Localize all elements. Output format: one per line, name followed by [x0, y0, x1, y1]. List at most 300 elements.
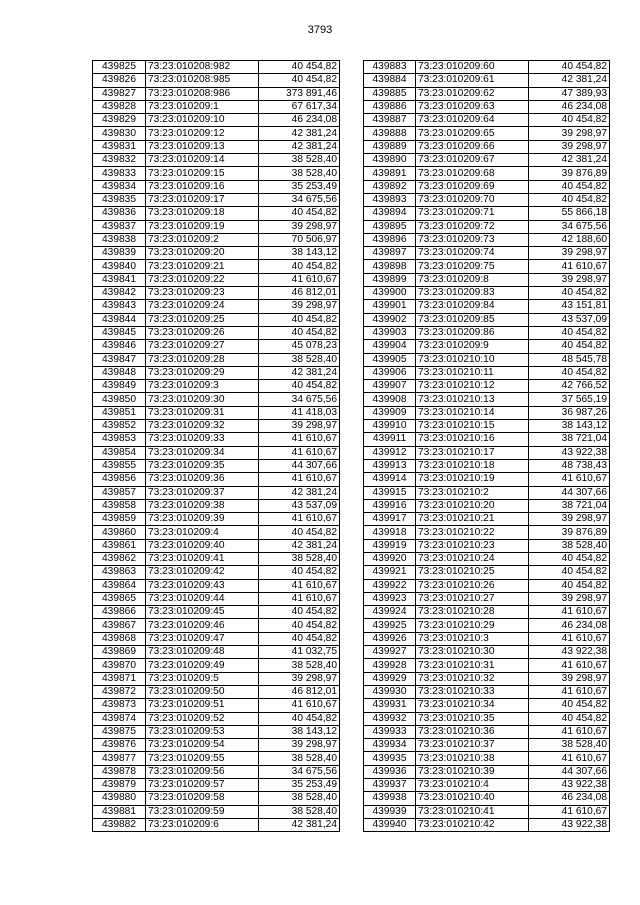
cadastral-number-cell: 73:23:010209:23 [146, 287, 259, 300]
table-row [93, 433, 340, 446]
row-number-cell: 439876 [93, 739, 146, 752]
row-number-cell: 439867 [93, 619, 146, 632]
value-cell: 46 812,01 [259, 685, 340, 698]
cadastral-number-cell: 73:23:010209:30 [146, 393, 259, 406]
value-cell: 39 298,97 [529, 672, 610, 685]
row-number-cell: 439825 [93, 61, 146, 74]
cadastral-number-cell: 73:23:010209:46 [146, 619, 259, 632]
cadastral-number-cell: 73:23:010209:10 [146, 114, 259, 127]
value-cell: 40 454,82 [259, 61, 340, 74]
value-cell: 40 454,82 [259, 619, 340, 632]
table-row [364, 127, 610, 140]
cadastral-number-cell: 73:23:010209:14 [146, 154, 259, 167]
value-cell: 46 234,08 [529, 792, 610, 805]
cadastral-number-cell: 73:23:010209:36 [146, 473, 259, 486]
row-number-cell: 439936 [364, 765, 416, 778]
row-number-cell: 439925 [364, 619, 416, 632]
table-row [364, 233, 610, 246]
cadastral-number-cell: 73:23:010209:27 [146, 340, 259, 353]
cadastral-number-cell: 73:23:010210:17 [416, 446, 529, 459]
row-number-cell: 439869 [93, 646, 146, 659]
value-cell: 40 454,82 [259, 313, 340, 326]
value-cell: 41 610,67 [259, 446, 340, 459]
value-cell: 40 454,82 [259, 526, 340, 539]
row-number-cell: 439844 [93, 313, 146, 326]
row-number-cell: 439882 [93, 818, 146, 831]
value-cell: 41 610,67 [529, 473, 610, 486]
value-cell: 38 528,40 [259, 752, 340, 765]
value-cell: 38 528,40 [259, 659, 340, 672]
value-cell: 41 418,03 [259, 406, 340, 419]
row-number-cell: 439913 [364, 459, 416, 472]
row-number-cell: 439856 [93, 473, 146, 486]
table-row [93, 167, 340, 180]
table-row [364, 646, 610, 659]
cadastral-number-cell: 73:23:010210:10 [416, 353, 529, 366]
table-row [93, 326, 340, 339]
cadastral-number-cell: 73:23:010209:62 [416, 87, 529, 100]
value-cell: 43 922,38 [529, 446, 610, 459]
row-number-cell: 439894 [364, 207, 416, 220]
table-row [93, 287, 340, 300]
table-row [93, 765, 340, 778]
value-cell: 39 876,89 [529, 167, 610, 180]
row-number-cell: 439917 [364, 513, 416, 526]
cadastral-number-cell: 73:23:010210:27 [416, 592, 529, 605]
cadastral-number-cell: 73:23:010210:25 [416, 566, 529, 579]
table-row [364, 792, 610, 805]
cadastral-number-cell: 73:23:010210:35 [416, 712, 529, 725]
row-number-cell: 439831 [93, 140, 146, 153]
table-row [93, 459, 340, 472]
row-number-cell: 439918 [364, 526, 416, 539]
value-cell: 39 298,97 [259, 300, 340, 313]
data-table-left [92, 60, 340, 832]
cadastral-number-cell: 73:23:010210:12 [416, 380, 529, 393]
row-number-cell: 439906 [364, 366, 416, 379]
table-row [93, 792, 340, 805]
table-row [364, 592, 610, 605]
table-row [364, 818, 610, 831]
table-row [364, 393, 610, 406]
row-number-cell: 439923 [364, 592, 416, 605]
value-cell: 39 298,97 [529, 513, 610, 526]
cadastral-number-cell: 73:23:010209:34 [146, 446, 259, 459]
row-number-cell: 439842 [93, 287, 146, 300]
value-cell: 41 610,67 [259, 273, 340, 286]
row-number-cell: 439924 [364, 606, 416, 619]
value-cell: 43 537,09 [259, 499, 340, 512]
value-cell: 40 454,82 [529, 326, 610, 339]
row-number-cell: 439914 [364, 473, 416, 486]
table-row [364, 406, 610, 419]
row-number-cell: 439910 [364, 420, 416, 433]
row-number-cell: 439863 [93, 566, 146, 579]
row-number-cell: 439887 [364, 114, 416, 127]
row-number-cell: 439908 [364, 393, 416, 406]
value-cell: 41 610,67 [529, 725, 610, 738]
table-row [93, 353, 340, 366]
row-number-cell: 439883 [364, 61, 416, 74]
row-number-cell: 439865 [93, 592, 146, 605]
value-cell: 41 610,67 [529, 805, 610, 818]
cadastral-number-cell: 73:23:010209:47 [146, 632, 259, 645]
cadastral-number-cell: 73:23:010209:26 [146, 326, 259, 339]
cadastral-number-cell: 73:23:010209:1 [146, 100, 259, 113]
row-number-cell: 439912 [364, 446, 416, 459]
row-number-cell: 439836 [93, 207, 146, 220]
cadastral-number-cell: 73:23:010210:32 [416, 672, 529, 685]
value-cell: 40 454,82 [529, 193, 610, 206]
value-cell: 40 454,82 [259, 260, 340, 273]
row-number-cell: 439938 [364, 792, 416, 805]
table-row [364, 420, 610, 433]
value-cell: 42 381,24 [259, 818, 340, 831]
cadastral-number-cell: 73:23:010209:50 [146, 685, 259, 698]
row-number-cell: 439874 [93, 712, 146, 725]
row-number-cell: 439937 [364, 779, 416, 792]
table-row [93, 207, 340, 220]
table-row [93, 552, 340, 565]
cadastral-number-cell: 73:23:010209:51 [146, 699, 259, 712]
row-number-cell: 439922 [364, 579, 416, 592]
table-row [364, 300, 610, 313]
row-number-cell: 439878 [93, 765, 146, 778]
row-number-cell: 439826 [93, 74, 146, 87]
table-row [364, 579, 610, 592]
cadastral-number-cell: 73:23:010209:44 [146, 592, 259, 605]
cadastral-number-cell: 73:23:010210:39 [416, 765, 529, 778]
table-row [364, 313, 610, 326]
cadastral-number-cell: 73:23:010210:28 [416, 606, 529, 619]
cadastral-number-cell: 73:23:010209:32 [146, 420, 259, 433]
cadastral-number-cell: 73:23:010209:84 [416, 300, 529, 313]
cadastral-number-cell: 73:23:010210:13 [416, 393, 529, 406]
row-number-cell: 439855 [93, 459, 146, 472]
value-cell: 70 506,97 [259, 233, 340, 246]
cadastral-number-cell: 73:23:010209:21 [146, 260, 259, 273]
table-row [93, 566, 340, 579]
table-row [93, 818, 340, 831]
value-cell: 41 610,67 [529, 260, 610, 273]
row-number-cell: 439904 [364, 340, 416, 353]
table-row [93, 579, 340, 592]
value-cell: 41 610,67 [259, 592, 340, 605]
cadastral-number-cell: 73:23:010209:4 [146, 526, 259, 539]
table-row [93, 154, 340, 167]
value-cell: 41 610,67 [529, 752, 610, 765]
cadastral-number-cell: 73:23:010210:14 [416, 406, 529, 419]
value-cell: 40 454,82 [529, 114, 610, 127]
table-row [364, 87, 610, 100]
row-number-cell: 439875 [93, 725, 146, 738]
table-row [364, 459, 610, 472]
table-row [364, 699, 610, 712]
value-cell: 40 454,82 [259, 207, 340, 220]
cadastral-number-cell: 73:23:010209:6 [146, 818, 259, 831]
cadastral-number-cell: 73:23:010210:33 [416, 685, 529, 698]
cadastral-number-cell: 73:23:010210:26 [416, 579, 529, 592]
cadastral-number-cell: 73:23:010209:49 [146, 659, 259, 672]
table-row [364, 114, 610, 127]
cadastral-number-cell: 73:23:010209:66 [416, 140, 529, 153]
table-row [93, 606, 340, 619]
cadastral-number-cell: 73:23:010209:5 [146, 672, 259, 685]
value-cell: 41 610,67 [259, 699, 340, 712]
value-cell: 40 454,82 [259, 380, 340, 393]
row-number-cell: 439905 [364, 353, 416, 366]
cadastral-number-cell: 73:23:010210:22 [416, 526, 529, 539]
table-row [364, 539, 610, 552]
value-cell: 40 454,82 [529, 180, 610, 193]
row-number-cell: 439845 [93, 326, 146, 339]
row-number-cell: 439896 [364, 233, 416, 246]
row-number-cell: 439834 [93, 180, 146, 193]
value-cell: 38 721,04 [529, 433, 610, 446]
row-number-cell: 439871 [93, 672, 146, 685]
table-row [364, 779, 610, 792]
value-cell: 373 891,46 [259, 87, 340, 100]
table-row [93, 712, 340, 725]
value-cell: 42 381,24 [529, 154, 610, 167]
value-cell: 37 565,19 [529, 393, 610, 406]
row-number-cell: 439847 [93, 353, 146, 366]
cadastral-number-cell: 73:23:010209:74 [416, 247, 529, 260]
table-row [364, 566, 610, 579]
cadastral-number-cell: 73:23:010209:55 [146, 752, 259, 765]
cadastral-number-cell: 73:23:010209:75 [416, 260, 529, 273]
table-row [93, 260, 340, 273]
row-number-cell: 439886 [364, 100, 416, 113]
table-row [364, 606, 610, 619]
table-row [364, 340, 610, 353]
cadastral-number-cell: 73:23:010209:83 [416, 287, 529, 300]
cadastral-number-cell: 73:23:010209:8 [416, 273, 529, 286]
value-cell: 38 143,12 [529, 420, 610, 433]
table-row [93, 486, 340, 499]
cadastral-number-cell: 73:23:010209:13 [146, 140, 259, 153]
row-number-cell: 439920 [364, 552, 416, 565]
row-number-cell: 439899 [364, 273, 416, 286]
table-row [93, 592, 340, 605]
row-number-cell: 439873 [93, 699, 146, 712]
cadastral-number-cell: 73:23:010209:70 [416, 193, 529, 206]
row-number-cell: 439901 [364, 300, 416, 313]
cadastral-number-cell: 73:23:010208:985 [146, 74, 259, 87]
cadastral-number-cell: 73:23:010210:38 [416, 752, 529, 765]
table-row [364, 659, 610, 672]
table-row [93, 366, 340, 379]
cadastral-number-cell: 73:23:010210:20 [416, 499, 529, 512]
table-row [93, 473, 340, 486]
value-cell: 46 234,08 [259, 114, 340, 127]
cadastral-number-cell: 73:23:010209:67 [416, 154, 529, 167]
value-cell: 55 866,18 [529, 207, 610, 220]
value-cell: 46 234,08 [529, 100, 610, 113]
value-cell: 44 307,66 [529, 486, 610, 499]
value-cell: 41 610,67 [259, 473, 340, 486]
value-cell: 41 610,67 [529, 606, 610, 619]
row-number-cell: 439932 [364, 712, 416, 725]
table-row [93, 659, 340, 672]
table-row [364, 353, 610, 366]
cadastral-number-cell: 73:23:010209:64 [416, 114, 529, 127]
value-cell: 41 610,67 [529, 659, 610, 672]
cadastral-number-cell: 73:23:010210:19 [416, 473, 529, 486]
table-row [364, 380, 610, 393]
value-cell: 39 298,97 [529, 592, 610, 605]
cadastral-number-cell: 73:23:010209:38 [146, 499, 259, 512]
value-cell: 40 454,82 [529, 699, 610, 712]
cadastral-number-cell: 73:23:010209:31 [146, 406, 259, 419]
cadastral-number-cell: 73:23:010209:52 [146, 712, 259, 725]
row-number-cell: 439849 [93, 380, 146, 393]
table-row [93, 752, 340, 765]
row-number-cell: 439892 [364, 180, 416, 193]
row-number-cell: 439907 [364, 380, 416, 393]
table-row [364, 366, 610, 379]
row-number-cell: 439837 [93, 220, 146, 233]
value-cell: 42 381,24 [529, 74, 610, 87]
value-cell: 38 528,40 [259, 167, 340, 180]
cadastral-number-cell: 73:23:010209:60 [416, 61, 529, 74]
row-number-cell: 439832 [93, 154, 146, 167]
value-cell: 41 610,67 [259, 513, 340, 526]
table-row [364, 526, 610, 539]
value-cell: 40 454,82 [259, 712, 340, 725]
table-row [93, 779, 340, 792]
row-number-cell: 439916 [364, 499, 416, 512]
table-row [93, 725, 340, 738]
value-cell: 47 389,93 [529, 87, 610, 100]
cadastral-number-cell: 73:23:010210:36 [416, 725, 529, 738]
value-cell: 42 188,60 [529, 233, 610, 246]
cadastral-number-cell: 73:23:010209:9 [416, 340, 529, 353]
table-row [364, 765, 610, 778]
cadastral-number-cell: 73:23:010208:982 [146, 61, 259, 74]
table-row [364, 247, 610, 260]
row-number-cell: 439931 [364, 699, 416, 712]
cadastral-number-cell: 73:23:010209:65 [416, 127, 529, 140]
value-cell: 39 298,97 [529, 127, 610, 140]
row-number-cell: 439940 [364, 818, 416, 831]
cadastral-number-cell: 73:23:010209:63 [416, 100, 529, 113]
table-row [93, 499, 340, 512]
table-row [364, 672, 610, 685]
table-row [364, 273, 610, 286]
value-cell: 46 812,01 [259, 287, 340, 300]
table-row [364, 473, 610, 486]
value-cell: 45 078,23 [259, 340, 340, 353]
value-cell: 42 381,24 [259, 539, 340, 552]
table-row [93, 300, 340, 313]
row-number-cell: 439890 [364, 154, 416, 167]
cadastral-number-cell: 73:23:010210:31 [416, 659, 529, 672]
value-cell: 39 876,89 [529, 526, 610, 539]
table-row [364, 180, 610, 193]
cadastral-number-cell: 73:23:010209:73 [416, 233, 529, 246]
table-row [93, 180, 340, 193]
cadastral-number-cell: 73:23:010209:29 [146, 366, 259, 379]
row-number-cell: 439898 [364, 260, 416, 273]
row-number-cell: 439859 [93, 513, 146, 526]
cadastral-number-cell: 73:23:010209:69 [416, 180, 529, 193]
cadastral-number-cell: 73:23:010209:54 [146, 739, 259, 752]
row-number-cell: 439827 [93, 87, 146, 100]
value-cell: 67 617,34 [259, 100, 340, 113]
table-row [364, 552, 610, 565]
row-number-cell: 439840 [93, 260, 146, 273]
table-row [364, 725, 610, 738]
table-row [364, 739, 610, 752]
cadastral-number-cell: 73:23:010210:18 [416, 459, 529, 472]
value-cell: 38 528,40 [259, 805, 340, 818]
table-row [364, 100, 610, 113]
row-number-cell: 439939 [364, 805, 416, 818]
value-cell: 43 151,81 [529, 300, 610, 313]
table-row [364, 287, 610, 300]
value-cell: 40 454,82 [529, 579, 610, 592]
row-number-cell: 439880 [93, 792, 146, 805]
value-cell: 42 766,52 [529, 380, 610, 393]
row-number-cell: 439833 [93, 167, 146, 180]
table-row [93, 513, 340, 526]
row-number-cell: 439846 [93, 340, 146, 353]
value-cell: 34 675,56 [529, 220, 610, 233]
table-row [364, 61, 610, 74]
value-cell: 40 454,82 [529, 61, 610, 74]
table-row [364, 140, 610, 153]
cadastral-number-cell: 73:23:010209:2 [146, 233, 259, 246]
table-row [93, 739, 340, 752]
row-number-cell: 439839 [93, 247, 146, 260]
row-number-cell: 439921 [364, 566, 416, 579]
cadastral-number-cell: 73:23:010210:34 [416, 699, 529, 712]
cadastral-number-cell: 73:23:010209:48 [146, 646, 259, 659]
cadastral-number-cell: 73:23:010209:39 [146, 513, 259, 526]
cadastral-number-cell: 73:23:010209:53 [146, 725, 259, 738]
cadastral-number-cell: 73:23:010209:57 [146, 779, 259, 792]
value-cell: 43 922,38 [529, 779, 610, 792]
value-cell: 36 987,26 [529, 406, 610, 419]
table-row [93, 699, 340, 712]
row-number-cell: 439885 [364, 87, 416, 100]
table-row [364, 486, 610, 499]
value-cell: 42 381,24 [259, 127, 340, 140]
value-cell: 39 298,97 [259, 220, 340, 233]
cadastral-number-cell: 73:23:010209:59 [146, 805, 259, 818]
cadastral-number-cell: 73:23:010209:15 [146, 167, 259, 180]
cadastral-number-cell: 73:23:010209:41 [146, 552, 259, 565]
cadastral-number-cell: 73:23:010210:24 [416, 552, 529, 565]
table-row [364, 752, 610, 765]
value-cell: 40 454,82 [259, 566, 340, 579]
cadastral-number-cell: 73:23:010210:2 [416, 486, 529, 499]
row-number-cell: 439891 [364, 167, 416, 180]
cadastral-number-cell: 73:23:010209:43 [146, 579, 259, 592]
cadastral-number-cell: 73:23:010209:35 [146, 459, 259, 472]
value-cell: 38 143,12 [259, 247, 340, 260]
table-row [93, 87, 340, 100]
table-row [93, 619, 340, 632]
cadastral-number-cell: 73:23:010209:45 [146, 606, 259, 619]
table-row [93, 127, 340, 140]
value-cell: 38 528,40 [259, 792, 340, 805]
table-row [93, 233, 340, 246]
row-number-cell: 439933 [364, 725, 416, 738]
table-row [93, 140, 340, 153]
value-cell: 43 537,09 [529, 313, 610, 326]
